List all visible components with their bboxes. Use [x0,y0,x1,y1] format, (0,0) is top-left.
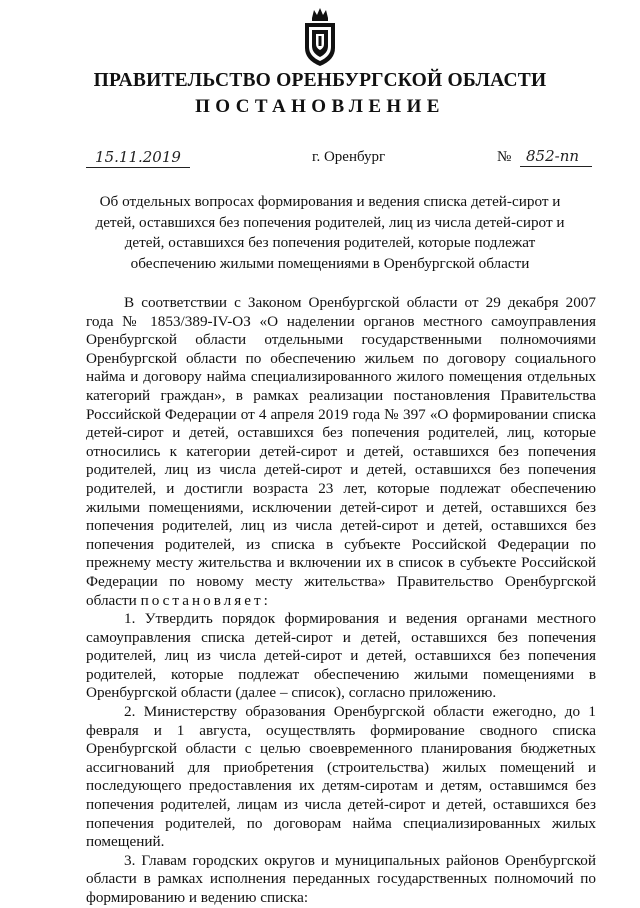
document-city: г. Оренбург [312,149,386,165]
preamble-paragraph [86,294,596,610]
document-number: 852-пп [520,146,592,167]
government-title: ПРАВИТЕЛЬСТВО ОРЕНБУРГСКОЙ ОБЛАСТИ [93,70,547,91]
coat-of-arms-icon [302,6,338,68]
document-body [86,294,596,908]
item-paragraph: 1. Утвердить порядок формирования и ведения органами местного самоуправления списка детей-сирот и детей, оставшихся без попечения родителей, лиц из числа детей-сирот и детей, оставшихся без попечения родителей, которые подлежат обеспечению жилыми помещениями в Оренбургской области (далее – список), согласно приложению. [86,610,596,702]
number-label: № [497,149,512,165]
item-paragraph: 2. Министерству образования Оренбургской области ежегодно, до 1 февраля и 1 августа, осуществлять формирование сводного списка Оренбургской области с целью своевременного планирования бюджетных ассигнований для приобретения (строительства) жилых помещений и последующего предоставления их детям-сиротам и детям, оставшимся без попечения родителей, лицам из числа детей-сирот и детей, оставшихся без попечения родителей, по договорам найма специализированных жилых помещений. [86,703,596,851]
document-subject: Об отдельных вопросах формирования и ведения списка детей-сирот и детей, оставшихся без попечения родителей, лиц из числа детей-сирот и детей, оставшихся без попечения родителей, которые подлежат обеспечению жилыми помещениями в Оренбургской области [95,193,565,272]
preamble-text: В соответствии с Законом Оренбургской области от 29 декабря 2007 года № 1853/389-IV-ОЗ «О наделении органов местного самоуправления Оренбургской области отдельными государственными полномочиями Оренбургской области по обеспечению жильем по договору социального найма и договору найма специализированного жилого помещения отдельных категорий граждан», в рамках реализации постановления Правительства Российской Федерации от 4 апреля 2019 года № 397 «О формировании списка детей-сирот и детей, оставшихся без попечения родителей, лиц, которые относились к категории детей-сирот и детей, оставшихся без попечения родителей, лиц из числа детей-сирот и детей, оставшихся без попечения родителей, и достигли возраста 23 лет, которые подлежат обеспечению жилыми помещениями, исключении детей-сирот и детей, оставшихся без попечения родителей, лиц из числа детей-сирот и детей, оставшихся без попечения родителей, из списка в субъекте Российской Федерации по прежнему месту жительства и включении их в список в субъекте Российской Федерации по новому месту жительства» Правительство Оренбургской области [86,294,596,609]
decree-word: постановляет: [140,591,271,609]
document-type: ПОСТАНОВЛЕНИЕ [195,96,445,117]
item-paragraph: 3. Главам городских округов и муниципальных районов Оренбургской области в рамках исполнения переданных государственных полномочий по формированию и ведению списка: [86,851,596,906]
document-meta [0,149,640,175]
document-date: 15.11.2019 [86,147,190,168]
